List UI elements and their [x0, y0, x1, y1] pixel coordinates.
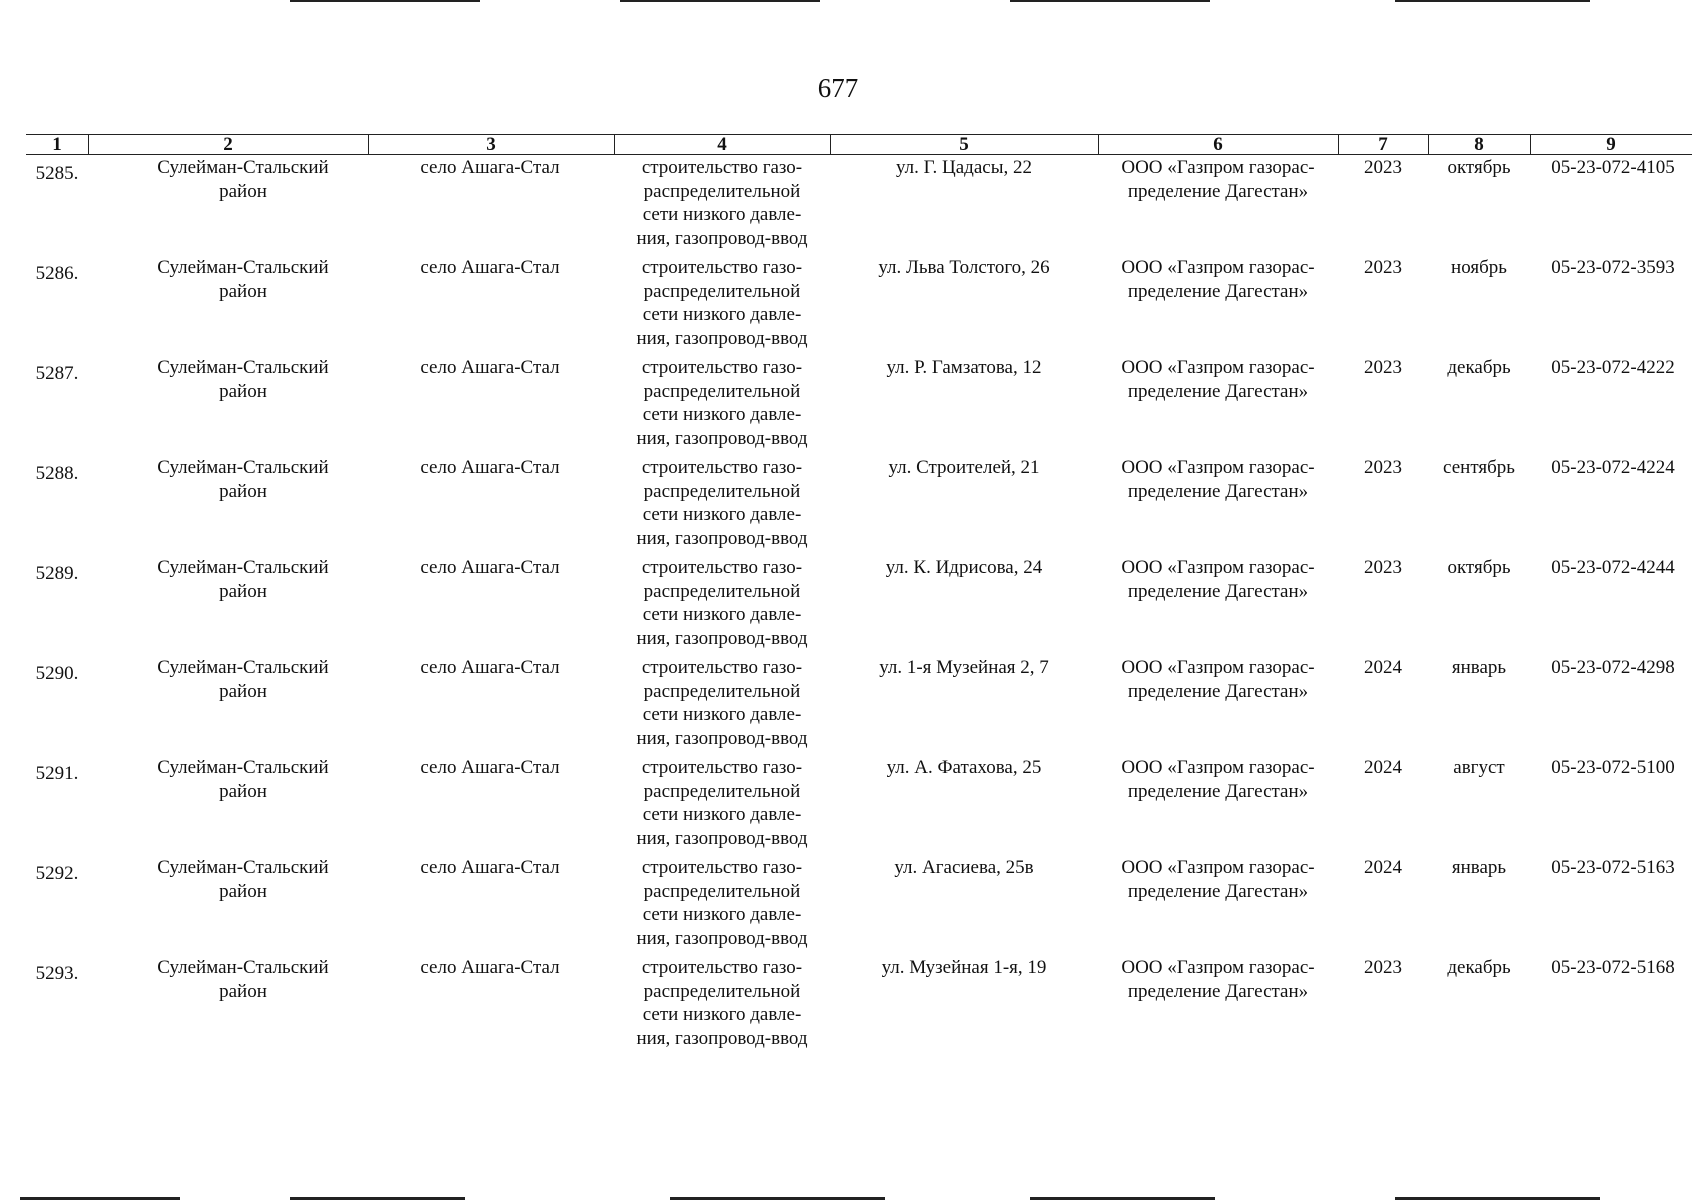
- address-cell: ул. Строителей, 21: [888, 457, 1040, 478]
- work-cell: строительство газо- распределительной сети низкого давле- ния, газопровод-ввод: [636, 657, 808, 749]
- address-cell: ул. Музейная 1-я, 19: [881, 957, 1047, 978]
- row-number: 5288.: [35, 463, 79, 484]
- code-cell: 05-23-072-3593: [1551, 257, 1675, 278]
- table-row: [26, 356, 1692, 456]
- district-cell: Сулейман-Стальский район: [157, 957, 329, 1002]
- year-cell: 2024: [1364, 857, 1402, 878]
- district-cell: Сулейман-Стальский район: [157, 157, 329, 202]
- row-number: 5293.: [35, 963, 79, 984]
- district-cell: Сулейман-Стальский район: [157, 257, 329, 302]
- column-header: 5: [959, 134, 969, 155]
- district-cell: Сулейман-Стальский район: [157, 357, 329, 402]
- settlement-cell: село Ашага-Стал: [420, 657, 560, 678]
- scan-edge-mark: [290, 0, 480, 2]
- address-cell: ул. А. Фатахова, 25: [886, 757, 1042, 778]
- organization-cell: ООО «Газпром газорас- пределение Дагестан»: [1121, 257, 1315, 302]
- code-cell: 05-23-072-4224: [1551, 457, 1675, 478]
- work-cell: строительство газо- распределительной сети низкого давле- ния, газопровод-ввод: [636, 757, 808, 849]
- address-cell: ул. Р. Гамзатова, 12: [886, 357, 1042, 378]
- address-cell: ул. Льва Толстого, 26: [878, 257, 1050, 278]
- settlement-cell: село Ашага-Стал: [420, 757, 560, 778]
- work-cell: строительство газо- распределительной сети низкого давле- ния, газопровод-ввод: [636, 457, 808, 549]
- year-cell: 2023: [1364, 457, 1402, 478]
- organization-cell: ООО «Газпром газорас- пределение Дагестан»: [1121, 857, 1315, 902]
- row-number: 5287.: [35, 363, 79, 384]
- settlement-cell: село Ашага-Стал: [420, 857, 560, 878]
- district-cell: Сулейман-Стальский район: [157, 557, 329, 602]
- scan-edge-mark: [620, 0, 820, 2]
- year-cell: 2023: [1364, 557, 1402, 578]
- column-header: 6: [1213, 134, 1223, 155]
- row-number: 5290.: [35, 663, 79, 684]
- month-cell: октябрь: [1447, 157, 1511, 178]
- work-cell: строительство газо- распределительной сети низкого давле- ния, газопровод-ввод: [636, 357, 808, 449]
- organization-cell: ООО «Газпром газорас- пределение Дагестан»: [1121, 957, 1315, 1002]
- column-header: 7: [1378, 134, 1388, 155]
- table-row: [26, 156, 1692, 256]
- row-number: 5292.: [35, 863, 79, 884]
- column-header: 1: [52, 134, 62, 155]
- year-cell: 2024: [1364, 757, 1402, 778]
- district-cell: Сулейман-Стальский район: [157, 857, 329, 902]
- month-cell: август: [1453, 757, 1505, 778]
- work-cell: строительство газо- распределительной сети низкого давле- ния, газопровод-ввод: [636, 157, 808, 249]
- work-cell: строительство газо- распределительной сети низкого давле- ния, газопровод-ввод: [636, 857, 808, 949]
- code-cell: 05-23-072-4298: [1551, 657, 1675, 678]
- district-cell: Сулейман-Стальский район: [157, 757, 329, 802]
- month-cell: октябрь: [1447, 557, 1511, 578]
- code-cell: 05-23-072-4105: [1551, 157, 1675, 178]
- table-row: [26, 456, 1692, 556]
- organization-cell: ООО «Газпром газорас- пределение Дагестан»: [1121, 657, 1315, 702]
- column-header: 2: [223, 134, 233, 155]
- table-row: [26, 556, 1692, 656]
- organization-cell: ООО «Газпром газорас- пределение Дагестан»: [1121, 557, 1315, 602]
- row-number: 5289.: [35, 563, 79, 584]
- table-row: [26, 956, 1692, 1056]
- work-cell: строительство газо- распределительной сети низкого давле- ния, газопровод-ввод: [636, 557, 808, 649]
- work-cell: строительство газо- распределительной сети низкого давле- ния, газопровод-ввод: [636, 257, 808, 349]
- work-cell: строительство газо- распределительной сети низкого давле- ния, газопровод-ввод: [636, 957, 808, 1049]
- settlement-cell: село Ашага-Стал: [420, 557, 560, 578]
- table-row: [26, 656, 1692, 756]
- column-header: 8: [1474, 134, 1484, 155]
- row-number: 5285.: [35, 163, 79, 184]
- table-row: [26, 256, 1692, 356]
- settlement-cell: село Ашага-Стал: [420, 957, 560, 978]
- address-cell: ул. Агасиева, 25в: [894, 857, 1034, 878]
- organization-cell: ООО «Газпром газорас- пределение Дагестан»: [1121, 357, 1315, 402]
- row-number: 5286.: [35, 263, 79, 284]
- year-cell: 2023: [1364, 957, 1402, 978]
- organization-cell: ООО «Газпром газорас- пределение Дагестан»: [1121, 157, 1315, 202]
- code-cell: 05-23-072-5163: [1551, 857, 1675, 878]
- table-row: [26, 856, 1692, 956]
- month-cell: декабрь: [1447, 957, 1511, 978]
- page-number: 677: [817, 73, 859, 103]
- table-header: [26, 134, 1692, 155]
- scan-edge-mark: [1010, 0, 1210, 2]
- month-cell: январь: [1451, 857, 1507, 878]
- code-cell: 05-23-072-4222: [1551, 357, 1675, 378]
- year-cell: 2023: [1364, 157, 1402, 178]
- district-cell: Сулейман-Стальский район: [157, 457, 329, 502]
- month-cell: ноябрь: [1451, 257, 1507, 278]
- month-cell: декабрь: [1447, 357, 1511, 378]
- code-cell: 05-23-072-5168: [1551, 957, 1675, 978]
- address-cell: ул. Г. Цадасы, 22: [896, 157, 1032, 178]
- organization-cell: ООО «Газпром газорас- пределение Дагестан»: [1121, 757, 1315, 802]
- month-cell: сентябрь: [1443, 457, 1515, 478]
- column-header: 4: [717, 134, 727, 155]
- address-cell: ул. К. Идрисова, 24: [885, 557, 1043, 578]
- column-header: 3: [486, 134, 496, 155]
- table-row: [26, 756, 1692, 856]
- year-cell: 2023: [1364, 357, 1402, 378]
- row-number: 5291.: [35, 763, 79, 784]
- settlement-cell: село Ашага-Стал: [420, 257, 560, 278]
- year-cell: 2023: [1364, 257, 1402, 278]
- organization-cell: ООО «Газпром газорас- пределение Дагестан»: [1121, 457, 1315, 502]
- column-header: 9: [1606, 134, 1616, 155]
- scan-edge-mark: [1395, 0, 1590, 2]
- year-cell: 2024: [1364, 657, 1402, 678]
- code-cell: 05-23-072-4244: [1551, 557, 1675, 578]
- address-cell: ул. 1-я Музейная 2, 7: [879, 657, 1049, 678]
- code-cell: 05-23-072-5100: [1551, 757, 1675, 778]
- month-cell: январь: [1451, 657, 1507, 678]
- district-cell: Сулейман-Стальский район: [157, 657, 329, 702]
- settlement-cell: село Ашага-Стал: [420, 157, 560, 178]
- settlement-cell: село Ашага-Стал: [420, 457, 560, 478]
- settlement-cell: село Ашага-Стал: [420, 357, 560, 378]
